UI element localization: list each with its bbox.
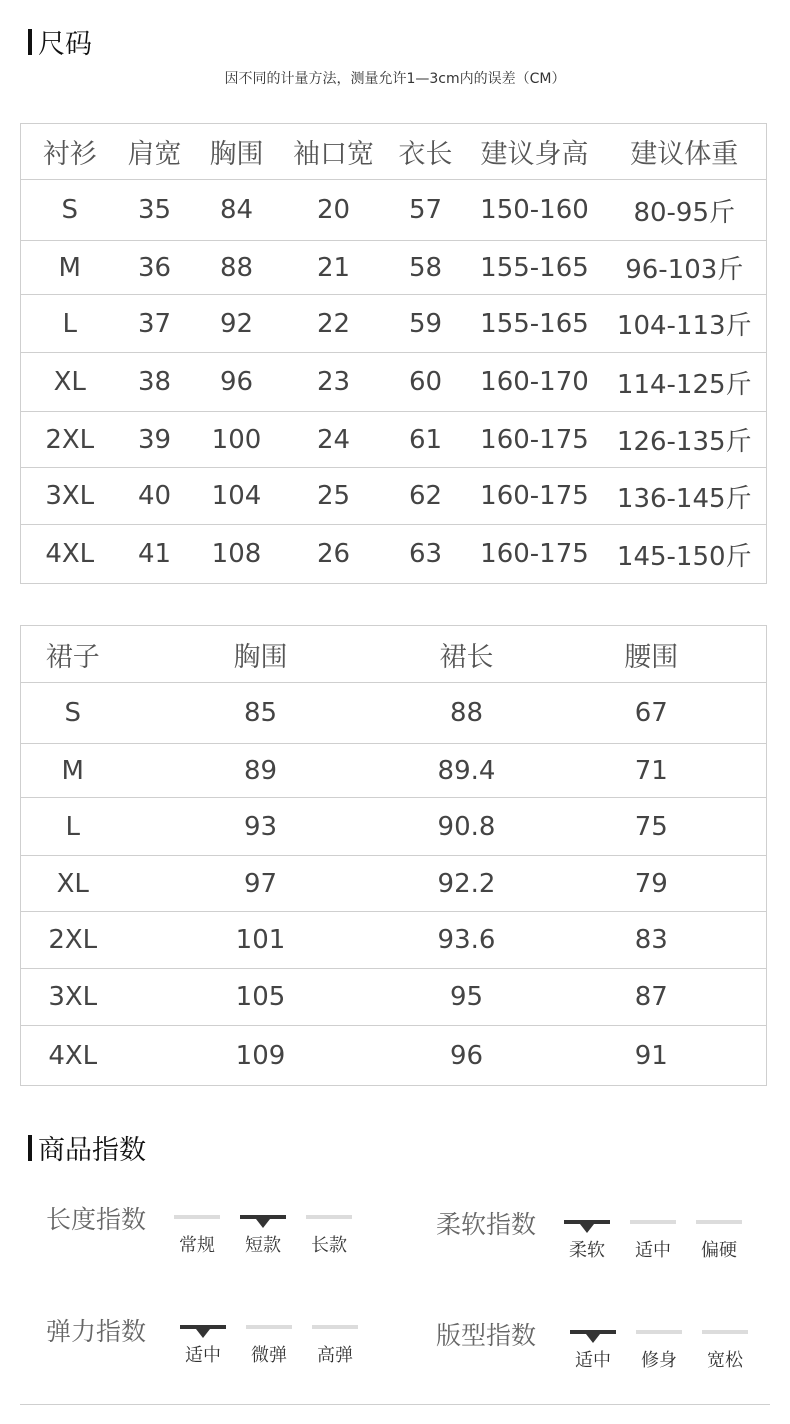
size-cell: S [21,683,125,744]
table-cell: 104-113斤 [603,295,767,353]
table-cell: 91 [537,1026,767,1086]
measurement-note: 因不同的计量方法，测量允许1—3cm内的误差（CM） [224,71,566,87]
table-cell: 24 [283,412,385,468]
size-cell: 2XL [21,912,125,969]
table-cell: 40 [119,468,191,525]
table-row [21,525,767,584]
index-section-title [28,1128,146,1167]
table-cell: 160-175 [467,412,603,468]
table-cell: 67 [537,683,767,744]
bottom-divider [20,1404,770,1405]
table-cell: 88 [191,241,283,295]
table-row [21,969,767,1026]
scale-segment [636,1330,682,1334]
table-cell: 89.4 [397,744,537,798]
scale-segment [630,1220,676,1224]
table-cell: 79 [537,856,767,912]
table-cell: 59 [385,295,467,353]
index-option [174,1215,220,1257]
table-row [21,412,767,468]
table-cell: 21 [283,241,385,295]
index-option-label: 高弹 [317,1345,353,1366]
table-cell: 87 [537,969,767,1026]
table-cell: 89 [125,744,397,798]
table-cell: 155-165 [467,241,603,295]
size-cell: XL [21,353,119,412]
table-header-row [21,124,767,180]
size-cell: 4XL [21,1026,125,1086]
table-cell: 92 [191,295,283,353]
table-cell: 38 [119,353,191,412]
column-header: 肩宽 [127,139,182,170]
table-row [21,468,767,525]
table-cell: 36 [119,241,191,295]
index-option [630,1220,676,1262]
selected-marker-icon [564,1220,610,1224]
table-cell: 160-175 [467,468,603,525]
table-row [21,744,767,798]
size-cell: S [21,180,119,241]
index-option [180,1325,226,1367]
table-cell: 22 [283,295,385,353]
softness-index-label: 柔软指数 [436,1210,537,1239]
title-bar-decoration [28,29,32,55]
table-row [21,1026,767,1086]
index-option-label: 适中 [185,1345,221,1366]
column-header: 衬衫 [42,139,97,170]
index-option [240,1215,286,1257]
table-row [21,798,767,856]
index-option-label: 适中 [575,1350,611,1371]
table-row [21,241,767,295]
selected-marker-icon [570,1330,616,1334]
elasticity-index-label: 弹力指数 [46,1317,147,1346]
scale-segment [312,1325,358,1329]
table-cell: 63 [385,525,467,584]
fit-index-label: 版型指数 [436,1321,537,1350]
size-cell: 3XL [21,468,119,525]
size-cell: 4XL [21,525,119,584]
table-cell: 88 [397,683,537,744]
table-row [21,295,767,353]
table-cell: 96 [397,1026,537,1086]
table-cell: 96 [191,353,283,412]
softness-index-scale [564,1220,742,1262]
table-cell: 108 [191,525,283,584]
index-option [702,1330,748,1372]
size-cell: M [21,744,125,798]
table-cell: 95 [397,969,537,1026]
table-cell: 25 [283,468,385,525]
index-option-label: 短款 [245,1235,281,1256]
table-cell: 39 [119,412,191,468]
index-option [312,1325,358,1367]
scale-segment [702,1330,748,1334]
table-cell: 160-170 [467,353,603,412]
table-cell: 57 [385,180,467,241]
column-header: 胸围 [233,641,288,673]
table-cell: 109 [125,1026,397,1086]
column-header: 建议体重 [630,139,739,170]
table-cell: 41 [119,525,191,584]
column-header: 腰围 [624,641,679,673]
column-header: 胸围 [209,139,264,170]
elasticity-index-scale [180,1325,358,1367]
selected-marker-icon [240,1215,286,1219]
index-option-label: 微弹 [251,1345,287,1366]
table-cell: 100 [191,412,283,468]
table-cell: 37 [119,295,191,353]
table-cell: 58 [385,241,467,295]
size-cell: 3XL [21,969,125,1026]
scale-segment [246,1325,292,1329]
size-cell: L [21,798,125,856]
index-option-label: 柔软 [569,1240,605,1261]
table-cell: 104 [191,468,283,525]
table-row [21,912,767,969]
table-cell: 85 [125,683,397,744]
table-row [21,856,767,912]
size-cell: 2XL [21,412,119,468]
index-option [246,1325,292,1367]
table-cell: 75 [537,798,767,856]
table-cell: 92.2 [397,856,537,912]
index-option-label: 适中 [635,1240,671,1261]
table-cell: 96-103斤 [603,241,767,295]
size-title-text: 尺码 [38,29,92,60]
table-cell: 114-125斤 [603,353,767,412]
index-option-label: 长款 [311,1235,347,1256]
index-option [306,1215,352,1257]
length-index-label: 长度指数 [46,1205,147,1234]
table-cell: 83 [537,912,767,969]
index-option [696,1220,742,1262]
table-cell: 136-145斤 [603,468,767,525]
table-cell: 105 [125,969,397,1026]
table-cell: 71 [537,744,767,798]
table-cell: 155-165 [467,295,603,353]
index-option [564,1220,610,1262]
index-title-text: 商品指数 [38,1135,146,1166]
size-cell: XL [21,856,125,912]
table-cell: 84 [191,180,283,241]
table-cell: 126-135斤 [603,412,767,468]
table-cell: 93.6 [397,912,537,969]
column-header: 裙长 [439,641,494,673]
table-cell: 23 [283,353,385,412]
table-cell: 26 [283,525,385,584]
index-option [636,1330,682,1372]
shirt-size-table [20,123,767,584]
table-cell: 80-95斤 [603,180,767,241]
skirt-size-table [20,625,767,1086]
scale-segment [306,1215,352,1219]
table-header-row [21,626,767,683]
table-cell: 150-160 [467,180,603,241]
selected-marker-icon [180,1325,226,1329]
table-cell: 160-175 [467,525,603,584]
table-cell: 97 [125,856,397,912]
index-option [570,1330,616,1372]
table-cell: 93 [125,798,397,856]
size-cell: L [21,295,119,353]
title-bar-decoration [28,1135,32,1161]
size-section-title [28,22,92,61]
size-cell: M [21,241,119,295]
scale-segment [174,1215,220,1219]
length-index-scale [174,1215,352,1257]
table-cell: 20 [283,180,385,241]
index-option-label: 宽松 [707,1350,743,1371]
table-cell: 35 [119,180,191,241]
fit-index-scale [570,1330,748,1372]
table-row [21,353,767,412]
table-cell: 62 [385,468,467,525]
table-cell: 61 [385,412,467,468]
table-cell: 145-150斤 [603,525,767,584]
table-row [21,683,767,744]
scale-segment [696,1220,742,1224]
index-option-label: 常规 [179,1235,215,1256]
column-header: 袖口宽 [293,139,374,170]
table-cell: 90.8 [397,798,537,856]
column-header: 建议身高 [480,139,589,170]
column-header: 衣长 [398,139,453,170]
column-header: 裙子 [45,641,100,673]
table-cell: 101 [125,912,397,969]
index-option-label: 偏硬 [701,1240,737,1261]
index-option-label: 修身 [641,1350,677,1371]
table-row [21,180,767,241]
table-cell: 60 [385,353,467,412]
